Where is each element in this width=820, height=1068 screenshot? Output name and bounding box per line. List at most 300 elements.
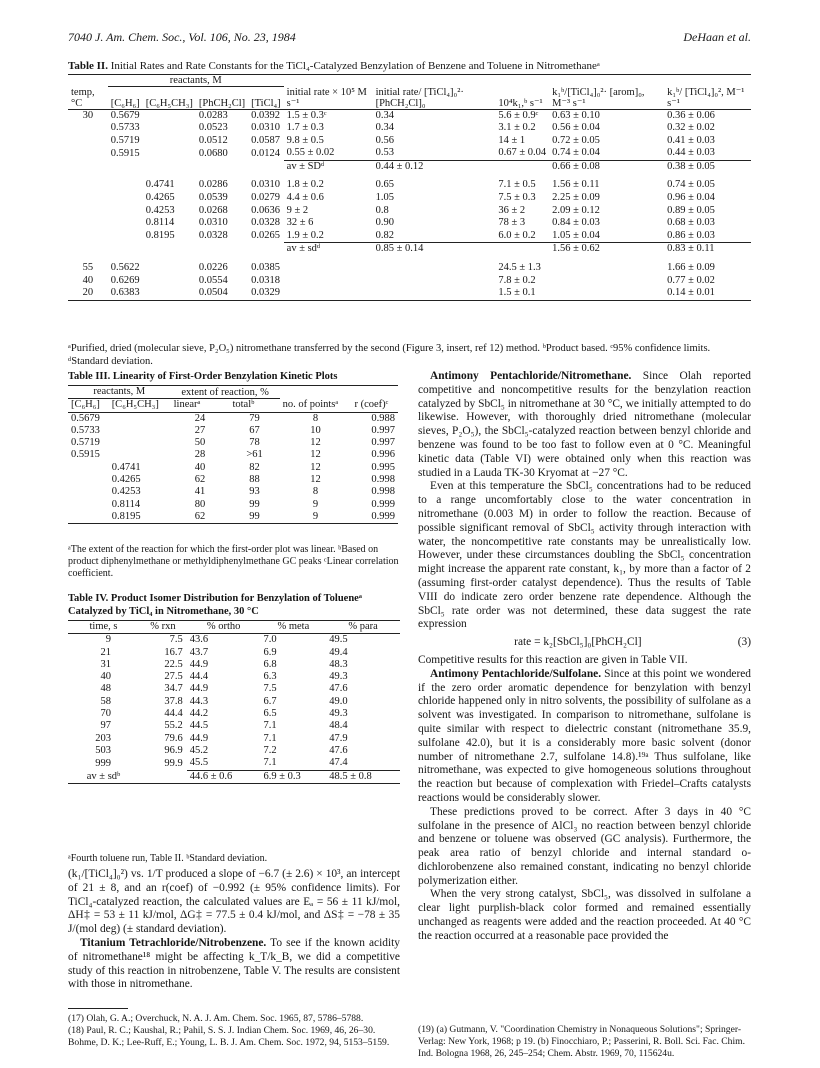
table3-col-header: totalᵇ bbox=[232, 399, 255, 411]
table4-cell: 44.4 bbox=[189, 671, 209, 683]
table3-col-header: no. of pointsᵃ bbox=[282, 399, 339, 411]
table2-cell: 7.8 ± 0.2 bbox=[498, 274, 536, 286]
table3-cell bbox=[109, 437, 171, 449]
table4-row bbox=[68, 659, 400, 671]
table2-cell: 0.34 bbox=[375, 122, 394, 134]
table3-group-extent: extent of reaction, % bbox=[171, 386, 280, 399]
table2-cell: 0.77 ± 0.02 bbox=[667, 274, 715, 286]
table3-row bbox=[68, 511, 398, 524]
table4-cell: 7.1 bbox=[263, 732, 277, 744]
table4-cell: 48.3 bbox=[329, 658, 348, 670]
table2-cell: av ± sdᵈ bbox=[284, 243, 373, 256]
table4-cell: 203 bbox=[95, 732, 112, 744]
table4-cell: 7.5 bbox=[169, 634, 183, 646]
table2-footnote: ᵃPurified, dried (molecular sieve, P₂O₅) nitromethane transferred by the second (Figure 3, insert, ref 12) method. ᵇProduct based. ᶜ95% confidence limits. ᵈStandard deviation. bbox=[68, 343, 711, 367]
table3-cell bbox=[68, 462, 109, 474]
table4-avg-cell: av ± sdᵇ bbox=[86, 770, 121, 782]
table2-cell: 0.68 ± 0.03 bbox=[667, 217, 715, 229]
authors: DeHaan et al. bbox=[683, 30, 751, 44]
table2-cell: 0.63 ± 0.10 bbox=[552, 109, 600, 121]
table2-cell: 0.0328 bbox=[251, 217, 280, 229]
table3-col-header: [C₆H₆] bbox=[71, 399, 100, 411]
table2-cell: 0.44 ± 0.12 bbox=[373, 160, 496, 173]
table2-cell: 0.0504 bbox=[198, 287, 228, 299]
table4-cell: 55.2 bbox=[164, 720, 183, 732]
table2-cell bbox=[143, 135, 196, 148]
table2-cell bbox=[196, 243, 248, 256]
table2-cell: 36 ± 2 bbox=[498, 204, 526, 216]
table4-cell: 6.8 bbox=[263, 658, 277, 670]
table2-cell bbox=[68, 135, 108, 148]
table3-row bbox=[68, 499, 398, 511]
running-header bbox=[68, 30, 751, 46]
table4-row bbox=[68, 733, 400, 745]
table2-cell bbox=[68, 230, 108, 243]
table3-caption: Table III. Linearity of First-Order Benzylation Kinetic Plots bbox=[68, 371, 338, 382]
table2-cell: 32 ± 6 bbox=[286, 217, 314, 229]
table4-row bbox=[68, 720, 400, 732]
reference-divider bbox=[68, 1008, 128, 1009]
table4-cell: 49.3 bbox=[329, 708, 348, 720]
table4-cell: 96.9 bbox=[164, 744, 183, 756]
table2-cell: 0.44 ± 0.03 bbox=[667, 147, 715, 159]
table4-cell: 7.0 bbox=[263, 634, 277, 646]
table4-cell: 44.3 bbox=[189, 695, 209, 707]
table2-cell bbox=[196, 160, 248, 173]
table4-cell: 49.4 bbox=[329, 646, 348, 658]
table4-cell: 47.6 bbox=[329, 744, 348, 756]
table2-cell bbox=[284, 275, 373, 288]
table2-cell: 0.0636 bbox=[251, 204, 280, 216]
table3-cell: 12 bbox=[310, 437, 321, 449]
table2-cell: 0.56 ± 0.04 bbox=[552, 122, 600, 134]
table2-row bbox=[68, 135, 751, 148]
table2-cell bbox=[143, 287, 196, 300]
table3-cell: 0.996 bbox=[371, 449, 395, 461]
table2-cell: 0.5719 bbox=[110, 134, 140, 146]
table4-cell: 47.4 bbox=[329, 757, 348, 769]
table2-cell: 0.0512 bbox=[198, 134, 228, 146]
table4-cell: 503 bbox=[95, 744, 112, 756]
table2-row bbox=[68, 287, 751, 300]
table3 bbox=[68, 385, 398, 524]
equation-number: (3) bbox=[737, 636, 751, 649]
table4-row bbox=[68, 708, 400, 720]
table2-cell: 0.6383 bbox=[110, 287, 140, 299]
table2-cell bbox=[108, 205, 143, 218]
table3-cell: 0.8114 bbox=[111, 498, 141, 510]
paragraph-sbcl5-nitromethane bbox=[418, 370, 751, 480]
table2-cell bbox=[143, 243, 196, 256]
table2-cell: 0.90 bbox=[375, 217, 394, 229]
table2-group-header: reactants, M bbox=[108, 75, 284, 87]
table4-cell: 70 bbox=[100, 708, 112, 720]
table2-cell bbox=[549, 275, 664, 288]
table4-cell: 44.5 bbox=[189, 720, 209, 732]
table4-cell: 97 bbox=[100, 720, 112, 732]
table2 bbox=[68, 74, 751, 301]
table4-cell: 43.6 bbox=[189, 634, 209, 646]
table2-cell bbox=[373, 287, 496, 300]
table3-cell: 27 bbox=[194, 424, 206, 436]
table4-avg-cell bbox=[139, 770, 187, 783]
table2-cell bbox=[108, 217, 143, 230]
table3-col-header: [C₆H₅CH₃] bbox=[111, 399, 159, 411]
table3-group-reactants: reactants, M bbox=[68, 386, 171, 399]
table3-cell: 0.998 bbox=[371, 474, 395, 486]
table4-col-header: % meta bbox=[277, 621, 310, 632]
table3-cell bbox=[109, 412, 171, 425]
table2-cell bbox=[373, 275, 496, 288]
table4-caption: Table IV. Product Isomer Distribution for Benzylation of Tolueneᵃ Catalyzed by TiCl₄ in Nitromethane, 30 °C bbox=[68, 593, 362, 617]
table2-cell: av ± SDᵈ bbox=[284, 160, 373, 173]
table3-row bbox=[68, 437, 398, 449]
table2-cell: 1.5 ± 0.3ᶜ bbox=[286, 109, 327, 121]
table3-cell bbox=[68, 499, 109, 511]
table4-cell: 47.9 bbox=[329, 732, 348, 744]
reference-18: (18) Paul, R. C.; Kaushal, R.; Pahil, S. S. J. Indian Chem. Soc. 1969, 46, 26–30. Bohme, D. K.; Lee-Ruff, E.; Young, L. B. J. Am. Chem. Soc. 1972, 94, 5153–5159. bbox=[68, 1024, 390, 1048]
table2-cell: 0.0283 bbox=[198, 109, 228, 121]
table3-cell: 41 bbox=[194, 486, 206, 498]
table4-col-header: % rxn bbox=[150, 621, 176, 632]
table4-cell: 37.8 bbox=[164, 695, 183, 707]
table2-cell: 1.8 ± 0.2 bbox=[286, 179, 324, 191]
table4-cell: 47.6 bbox=[329, 683, 348, 695]
table2-col-header: [C₆H₅CH₃] bbox=[143, 87, 196, 110]
table2-row bbox=[68, 147, 751, 160]
table2-cell: 0.5733 bbox=[110, 122, 140, 134]
table3-cell bbox=[68, 474, 109, 486]
table2-average-row bbox=[68, 160, 751, 173]
table2-col-header: k₁ᵇ/ [TiCl₄]₀², M⁻¹ s⁻¹ bbox=[664, 87, 751, 110]
table2-cell: 0.82 bbox=[375, 229, 394, 241]
table2-cell: 0.32 ± 0.02 bbox=[667, 122, 715, 134]
references-left bbox=[68, 1008, 400, 1048]
table2-cell: 0.36 ± 0.06 bbox=[667, 109, 715, 121]
table3-cell: 0.5915 bbox=[71, 449, 100, 461]
table3-row bbox=[68, 425, 398, 437]
table2-cell bbox=[143, 262, 196, 275]
table2-average-row bbox=[68, 243, 751, 256]
table2-cell: 4.4 ± 0.6 bbox=[286, 192, 324, 204]
paragraph-sulfolane bbox=[418, 668, 751, 806]
table2-cell bbox=[108, 192, 143, 205]
table2-cell bbox=[108, 179, 143, 192]
table2-row bbox=[68, 109, 751, 122]
table3-row bbox=[68, 474, 398, 486]
table2-cell bbox=[143, 275, 196, 288]
table2-cell bbox=[143, 109, 196, 122]
table2-cell: 2.25 ± 0.09 bbox=[552, 192, 600, 204]
table3-cell: 62 bbox=[194, 510, 206, 522]
table2-cell: 9 ± 2 bbox=[286, 204, 309, 216]
table4-cell: 58 bbox=[100, 695, 112, 707]
table3-cell: 10 bbox=[310, 424, 321, 436]
table3-cell: 62 bbox=[194, 474, 206, 486]
table2-label: Table II. bbox=[68, 60, 108, 72]
table2-cell bbox=[284, 287, 373, 300]
table2-cell: 0.85 ± 0.14 bbox=[373, 243, 496, 256]
table2-row bbox=[68, 217, 751, 230]
table2-cell: 0.0318 bbox=[251, 274, 280, 286]
table2-cell: 0.8114 bbox=[145, 217, 175, 229]
table2-cell: 1.56 ± 0.11 bbox=[552, 179, 600, 191]
table2-cell bbox=[143, 160, 196, 173]
paragraph-predictions: These predictions proved to be correct. After 3 days in 40 °C sulfolane in the presence of AlCl₃ no reaction between benzyl chloride and benzene or toluene was observed (GC analysis). Furthermore, the peak area ratio of benzyl chloride and internal standard o-dichlorobenzene also remained constant, indicating no benzyl chloride polymerization either. bbox=[418, 805, 751, 887]
table3-cell bbox=[68, 486, 109, 498]
table3-cell: 0.997 bbox=[371, 437, 395, 449]
table3-cell: 0.999 bbox=[371, 498, 395, 510]
table2-cell: 0.34 bbox=[375, 109, 394, 121]
table2-cell: 0.5622 bbox=[110, 262, 140, 274]
table2-cell: 20 bbox=[82, 287, 94, 299]
table2-cell bbox=[108, 243, 143, 256]
table4-cell: 49.0 bbox=[329, 695, 348, 707]
table4-cell: 6.3 bbox=[263, 671, 277, 683]
table4-cell: 27.5 bbox=[164, 671, 183, 683]
table2-cell: 1.05 bbox=[375, 192, 394, 204]
table2-col-header: initial rate/ [TiCl₄]₀²· [PhCH₂Cl]₀ bbox=[373, 87, 496, 110]
table2-cell: 0.53 bbox=[375, 147, 394, 159]
table4-row bbox=[68, 745, 400, 757]
reference-19: (19) (a) Gutmann, V. "Coordination Chemistry in Nonaqueous Solutions"; Springer-Verlag: New York, 1968; p 19. (b) Finocchiaro, P.; Passerini, R. Boll. Sci. Fac. Chim. Ind. Bologna 1968, 26, 245–254; Chem. Abstr. 1969, 70, 115624u. bbox=[418, 1024, 745, 1059]
table3-cell: 0.5719 bbox=[71, 437, 100, 449]
table2-cell: 0.74 ± 0.04 bbox=[552, 147, 600, 159]
table2-cell: 0.5915 bbox=[110, 147, 140, 159]
table4-cell: 99.9 bbox=[164, 757, 183, 769]
table4-col-header: % ortho bbox=[206, 621, 241, 632]
right-column-text bbox=[418, 370, 751, 944]
table3-cell: 79 bbox=[249, 412, 260, 424]
table4-row bbox=[68, 634, 400, 647]
table2-row bbox=[68, 122, 751, 135]
table3-cell: 67 bbox=[249, 424, 260, 436]
table3-cell: 24 bbox=[194, 412, 206, 424]
table3-cell: 0.5679 bbox=[71, 412, 100, 424]
table4-average-row bbox=[68, 770, 400, 783]
table2-row bbox=[68, 275, 751, 288]
table2-cell: 0.96 ± 0.04 bbox=[667, 192, 715, 204]
table2-cell: 5.6 ± 0.9ᶜ bbox=[498, 109, 539, 121]
table3-row bbox=[68, 462, 398, 474]
table3-cell: 0.4253 bbox=[111, 486, 141, 498]
table2-cell: 55 bbox=[82, 262, 94, 274]
table2-cell: 0.0523 bbox=[198, 122, 228, 134]
table2-cell: 0.0310 bbox=[251, 122, 280, 134]
table2-col-header: 10⁴k₁,ᵇ s⁻¹ bbox=[495, 87, 549, 110]
table4-row bbox=[68, 683, 400, 695]
table3-row bbox=[68, 449, 398, 461]
references-right bbox=[418, 1024, 751, 1059]
table2-cell: 0.0554 bbox=[198, 274, 228, 286]
table2-cell bbox=[549, 262, 664, 275]
table4-cell: 6.9 bbox=[263, 646, 277, 658]
table2-cell bbox=[108, 160, 143, 173]
table3-cell: 93 bbox=[249, 486, 260, 498]
table2-cell: 0.0539 bbox=[198, 192, 228, 204]
table2-cell: 0.55 ± 0.02 bbox=[286, 147, 335, 159]
table4-cell: 6.5 bbox=[263, 708, 277, 720]
table2-cell bbox=[248, 243, 284, 256]
table3-cell: 0.988 bbox=[371, 412, 395, 424]
table2-cell: 0.0392 bbox=[251, 109, 280, 121]
table2-cell: 30 bbox=[82, 109, 94, 121]
table4-cell: 44.9 bbox=[189, 732, 209, 744]
table2-cell: 0.4265 bbox=[145, 192, 175, 204]
table3-cell: 0.4741 bbox=[111, 461, 141, 473]
table2-cell: 1.5 ± 0.1 bbox=[498, 287, 536, 299]
table4-col-header: % para bbox=[348, 621, 378, 632]
table2-cell: 0.66 ± 0.08 bbox=[549, 160, 664, 173]
table2-cell: 0.0329 bbox=[251, 287, 280, 299]
reference-17: (17) Olah, G. A.; Overchuck, N. A. J. Am. Chem. Soc. 1965, 87, 5786–5788. bbox=[68, 1013, 364, 1024]
heading-sbcl5-nitromethane: Antimony Pentachloride/Nitromethane. bbox=[430, 370, 632, 382]
table4-cell: 6.7 bbox=[263, 695, 277, 707]
table2-cell bbox=[68, 192, 108, 205]
table2-cell bbox=[549, 287, 664, 300]
table2-cell bbox=[68, 147, 108, 160]
table2-cell: 0.84 ± 0.03 bbox=[552, 217, 600, 229]
table4-cell: 7.1 bbox=[263, 757, 277, 769]
table3-cell: 78 bbox=[249, 437, 260, 449]
heading-sulfolane: Antimony Pentachloride/Sulfolane. bbox=[430, 667, 602, 680]
table2-cell: 0.8195 bbox=[145, 230, 175, 242]
table3-cell: 0.5733 bbox=[71, 424, 100, 436]
table2-cell bbox=[68, 160, 108, 173]
table2-cell: 9.8 ± 0.5 bbox=[286, 134, 324, 146]
table4-avg-cell: 6.9 ± 0.3 bbox=[260, 770, 326, 783]
table3-cell: 0.998 bbox=[371, 486, 395, 498]
table4-row bbox=[68, 647, 400, 659]
table3-col-header: linearᵃ bbox=[173, 399, 201, 411]
table2-cell bbox=[68, 243, 108, 256]
table2-cell: 0.0265 bbox=[251, 230, 280, 242]
table4-cell: 34.7 bbox=[164, 683, 183, 695]
table2-row bbox=[68, 205, 751, 218]
table2-cell: 0.72 ± 0.05 bbox=[552, 134, 600, 146]
table2-cell: 0.0310 bbox=[251, 179, 280, 191]
table2-cell: 0.6269 bbox=[110, 274, 140, 286]
paragraph-sulfolane-body: Since at this point we wondered if the zero order aromatic dependence for benzylation with benzyl chloride happened only in nitro solvents, the possibility of sulfolane as a solvent was investigated. In comparison to nitromethane, sulfolane is quite similar with respect to dielectric constant (nitromethane 35.9, sulfolane 42.0), but it is a considerably more basic solvent (donor number of nitromethane 2.7, sulfolane 14.8).¹⁹ᵃ Thus sulfolane, like nitromethane, was expected to give homogeneous solutions throughout the reaction but because of complexation with Friedel–Crafts catalysts reactions would be considerably slower. bbox=[418, 667, 751, 804]
table2-cell: 3.1 ± 0.2 bbox=[498, 122, 536, 134]
table2-cell: 0.89 ± 0.05 bbox=[667, 204, 715, 216]
table4-cell: 48 bbox=[100, 683, 112, 695]
table2-cell: 0.0587 bbox=[251, 134, 280, 146]
table4-cell: 22.5 bbox=[164, 658, 183, 670]
table3-cell: >61 bbox=[246, 449, 263, 461]
table2-cell: 0.0226 bbox=[198, 262, 228, 274]
table4-cell: 40 bbox=[100, 671, 112, 683]
paragraph-nitrobenzene-body: To see if the known acidity of nitromethane¹⁸ might be affecting k_T/k_B, we did a competitive study of this reaction in nitrobenzene, Table V. The results are consistent with those in nitromethane. bbox=[68, 936, 400, 991]
table2-cell: 0.5679 bbox=[110, 109, 140, 121]
table3-cell: 28 bbox=[194, 449, 206, 461]
table2-cell bbox=[248, 160, 284, 173]
table2-cell: 0.0286 bbox=[198, 179, 228, 191]
table2-cell: 0.4253 bbox=[145, 204, 175, 216]
table2-cell: 7.1 ± 0.5 bbox=[498, 179, 536, 191]
table2-cell: 24.5 ± 1.3 bbox=[498, 262, 541, 274]
table3-cell: 0.4265 bbox=[111, 474, 141, 486]
paragraph-competitive: Competitive results for this reaction are given in Table VII. bbox=[418, 653, 688, 666]
table2-cell: 0.4741 bbox=[145, 179, 175, 191]
table2-cell: 1.66 ± 0.09 bbox=[667, 262, 715, 274]
table2-cell: 1.56 ± 0.62 bbox=[549, 243, 664, 256]
table4-cell: 44.2 bbox=[189, 708, 209, 720]
table2-cell bbox=[143, 147, 196, 160]
table3-cell: 80 bbox=[194, 498, 206, 510]
table2-col-header: initial rate × 10⁵ M s⁻¹ bbox=[284, 87, 373, 110]
table2-cell: 0.14 ± 0.01 bbox=[667, 287, 715, 299]
paragraph-activation: (k₁/[TiCl₄]₀²) vs. 1/T produced a slope of −6.7 (± 2.6) × 10³, an intercept of 21 ± 8, and an r(coef) of −0.992 (± 95% confidence limits). For TiCl₄-catalyzed reaction, the calculated values are Eₐ = 56 ± 11 kJ/mol, ΔH‡ = 53 ± 11 kJ/mol, ΔG‡ = 77.5 ± 0.4 kJ/mol, and ΔS‡ = −78 ± 35 J/(mol deg) (± standard deviation). bbox=[68, 868, 400, 936]
table4-cell: 45.5 bbox=[189, 757, 209, 769]
table2-row bbox=[68, 230, 751, 243]
table4-cell: 21 bbox=[100, 646, 112, 658]
table2-cell bbox=[108, 230, 143, 243]
table3-cell: 9 bbox=[312, 498, 319, 510]
rate-equation bbox=[418, 636, 751, 650]
table4-cell: 44.4 bbox=[164, 708, 183, 720]
table2-cell bbox=[495, 243, 549, 256]
table4-row bbox=[68, 757, 400, 770]
table2-cell: 0.0385 bbox=[251, 262, 280, 274]
table3-cell: 12 bbox=[310, 461, 321, 473]
table3-footnote: ᵃThe extent of the reaction for which the first-order plot was linear. ᵇBased on product diphenylmethane or methyldiphenylmethane GC peaks ᶜLinear correlation coefficient. bbox=[68, 544, 399, 579]
journal-citation: 7040 J. Am. Chem. Soc., Vol. 106, No. 23, 1984 bbox=[68, 30, 296, 44]
table2-cell: 0.0124 bbox=[251, 147, 280, 159]
table4-avg-cell: 48.5 ± 0.8 bbox=[326, 770, 400, 783]
left-column-text bbox=[68, 868, 400, 992]
table2-cell: 0.0680 bbox=[198, 147, 228, 159]
table4-col-header: time, s bbox=[89, 621, 118, 632]
table2-cell: 1.05 ± 0.04 bbox=[552, 229, 600, 241]
table4-cell: 9 bbox=[105, 634, 112, 646]
equation-text: rate = k₂[SbCl₅]₀[PhCH₂Cl] bbox=[514, 636, 642, 649]
table2-col-header: k₁ᵇ/[TiCl₄]₀²· [arom]₀, M⁻³ s⁻¹ bbox=[549, 87, 664, 110]
table3-row bbox=[68, 486, 398, 498]
table3-cell: 8 bbox=[312, 412, 319, 424]
table2-cell: 7.5 ± 0.3 bbox=[498, 192, 536, 204]
table4-cell: 16.7 bbox=[164, 646, 183, 658]
table2-cell: 1.9 ± 0.2 bbox=[286, 229, 324, 241]
table2-cell bbox=[143, 122, 196, 135]
table2-title: Initial Rates and Rate Constants for the TiCl₄-Catalyzed Benzylation of Benzene and Toluene in Nitromethaneᵃ bbox=[110, 60, 600, 72]
table4-cell: 79.6 bbox=[164, 732, 183, 744]
table3-cell: 50 bbox=[194, 437, 206, 449]
paragraph-nitrobenzene bbox=[68, 937, 400, 992]
table4-avg-cell: 44.6 ± 0.6 bbox=[187, 770, 261, 783]
table2-cell: 0.65 bbox=[375, 179, 394, 191]
paragraph-temperature: Even at this temperature the SbCl₅ concentrations had to be reduced to a range uncomfortably close to the water concentration in nitromethane (0.003 M) in order to follow the reaction. Because of possible significant removal of SbCl₅ activity through interaction with water, the noncompetitive rate constants may be unrealistically low. However, under these circumstances doubling the SbCl₅ concentration might increase the apparent rate constant, k₁, by more than a factor of 2 (assuming first-order catalyst dependence). Thus the results of Table VIII do indicate zero order benzene rate dependence. Although the SbCl₅ rate order was not determined, these data suggest the rate expression bbox=[418, 480, 751, 631]
table2-cell: 0.41 ± 0.03 bbox=[667, 134, 715, 146]
table2-row bbox=[68, 179, 751, 192]
table3-cell: 99 bbox=[249, 498, 260, 510]
heading-nitrobenzene: Titanium Tetrachloride/Nitrobenzene. bbox=[80, 936, 267, 949]
table2-cell: 14 ± 1 bbox=[498, 134, 526, 146]
table2-cell: 40 bbox=[82, 274, 94, 286]
table4-row bbox=[68, 696, 400, 708]
table3-cell: 12 bbox=[310, 449, 321, 461]
table4-row bbox=[68, 671, 400, 683]
table2-cell: 0.8 bbox=[375, 204, 389, 216]
table2-col-header: [TiCl₄] bbox=[248, 87, 284, 110]
table2-col-header: [PhCH₂Cl] bbox=[196, 87, 248, 110]
table3-cell bbox=[109, 449, 171, 461]
table2-cell: 78 ± 3 bbox=[498, 217, 526, 229]
table2-col-header: temp, °C bbox=[68, 87, 108, 110]
table2-row bbox=[68, 262, 751, 275]
table2-cell: 0.0279 bbox=[251, 192, 280, 204]
table3-cell: 9 bbox=[312, 510, 319, 522]
